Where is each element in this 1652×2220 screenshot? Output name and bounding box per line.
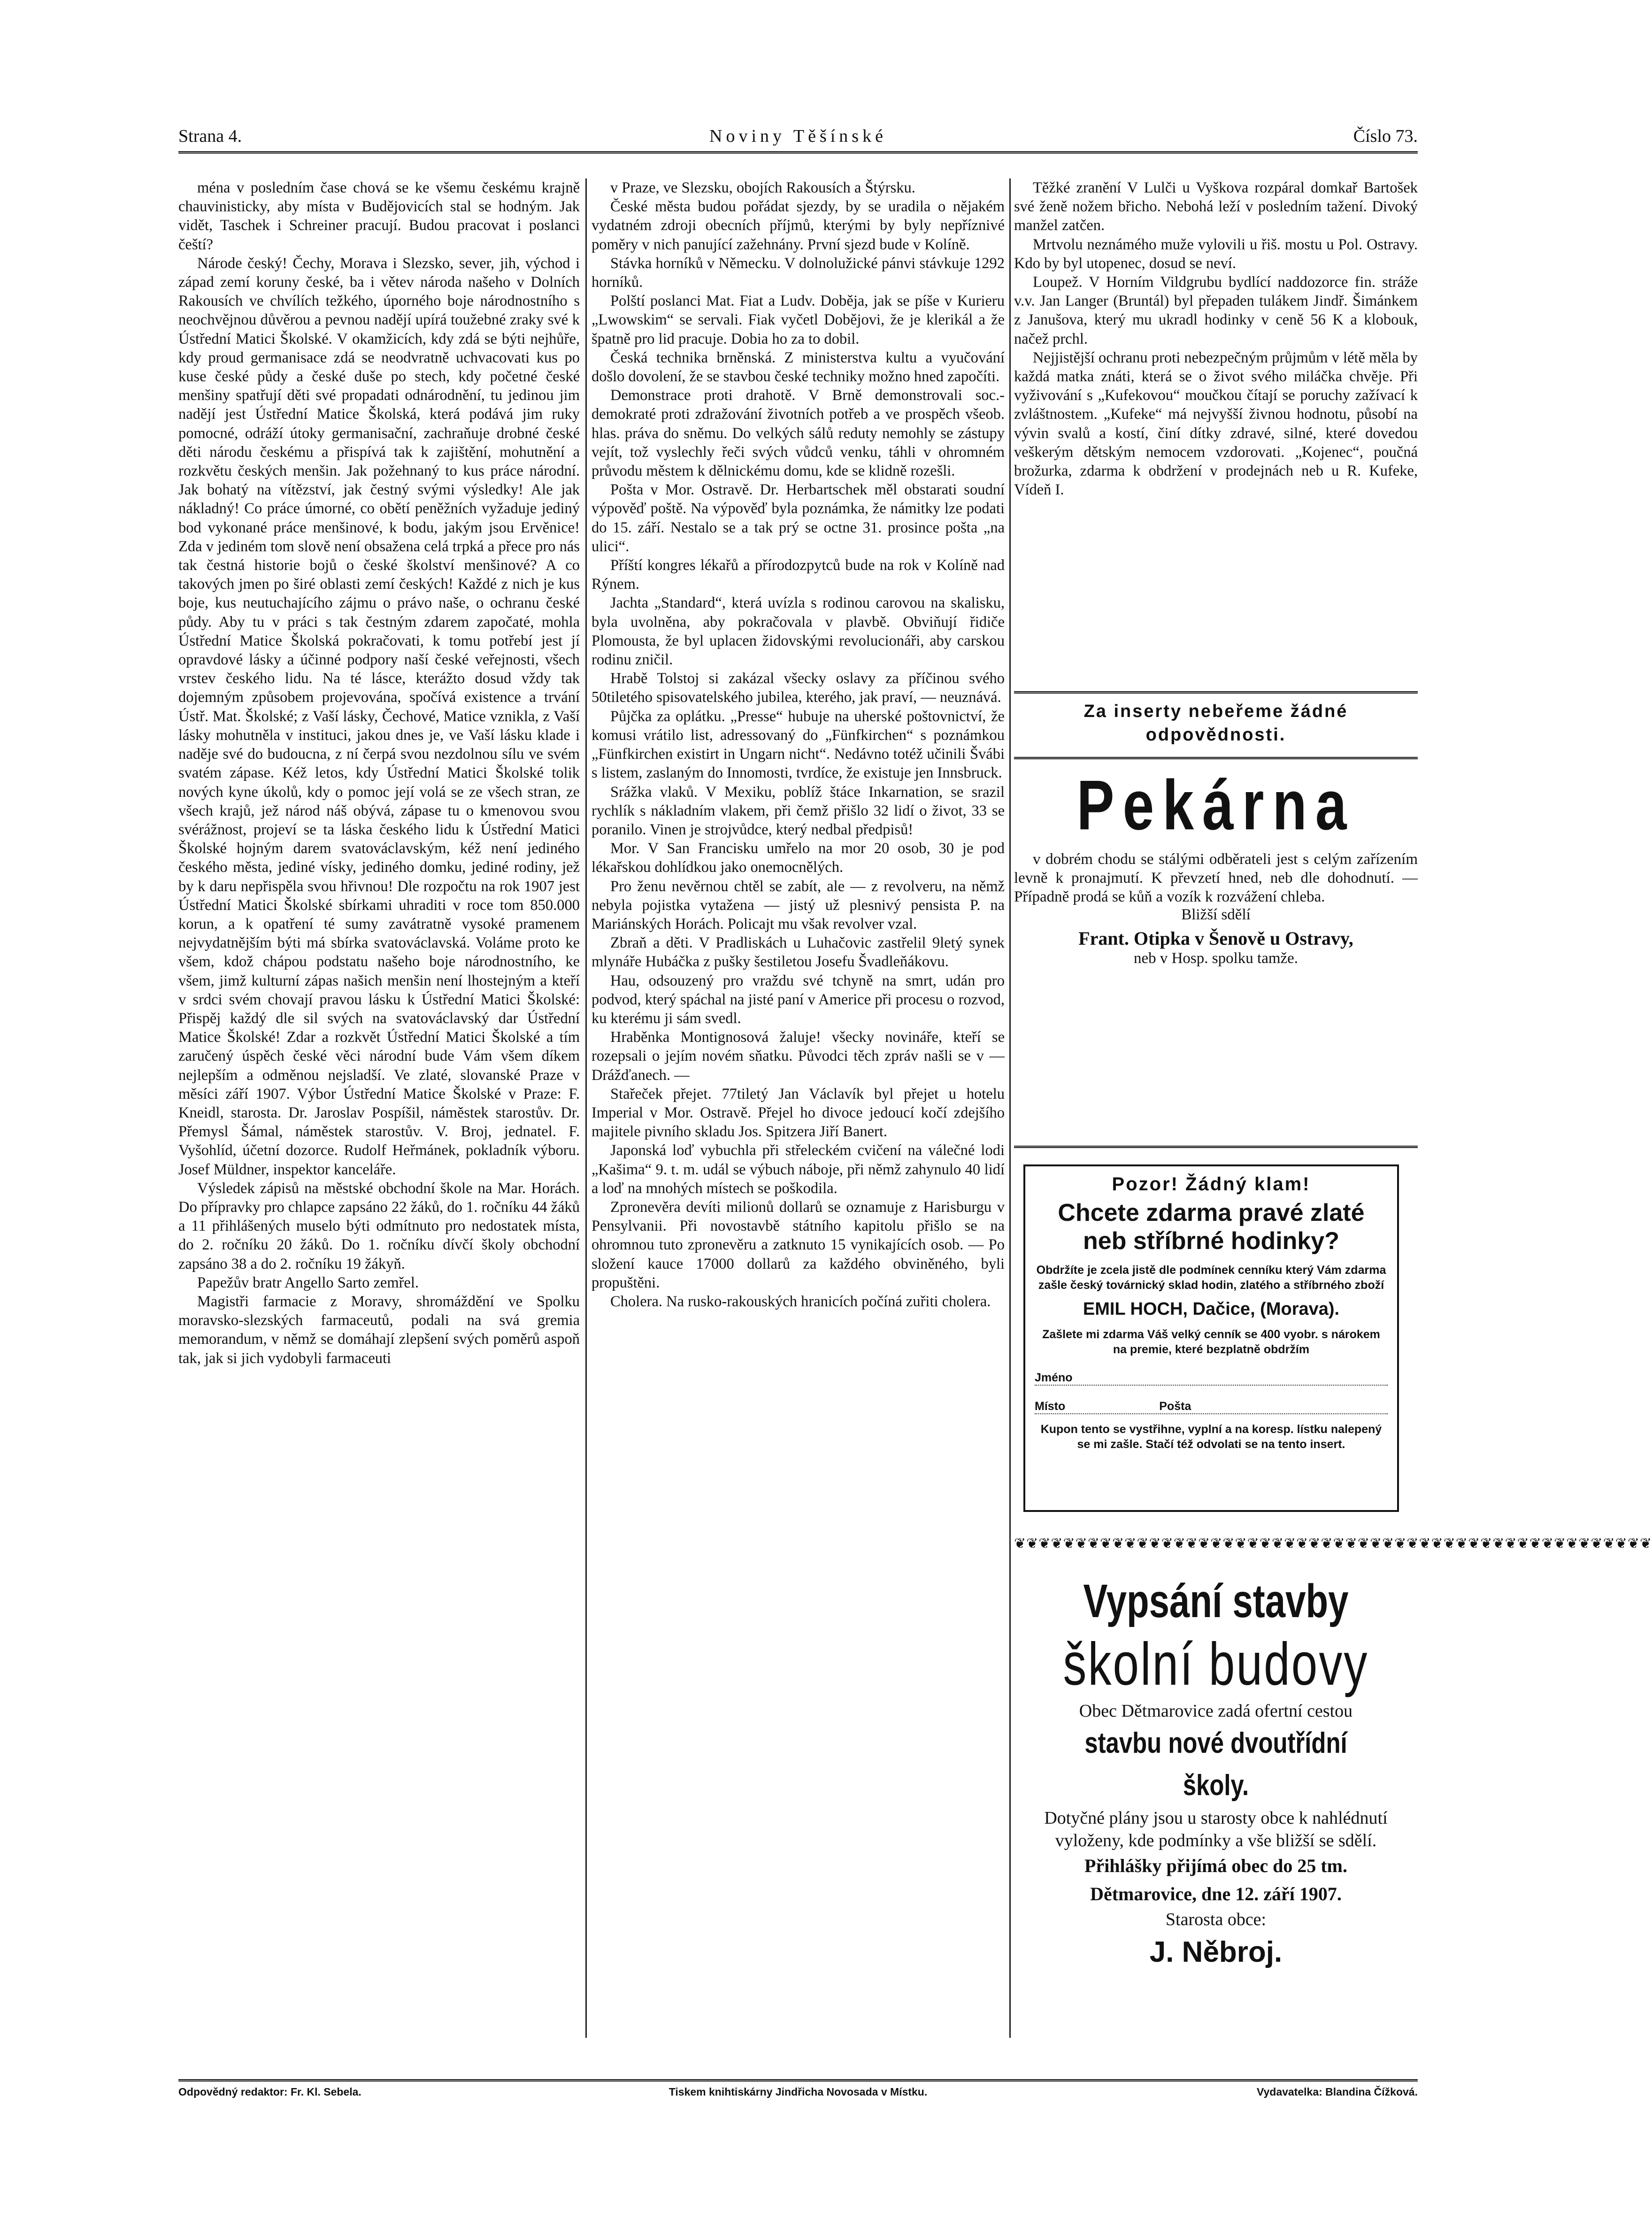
column-3 [1014, 178, 1418, 695]
article: Výsledek zápisů na městské obchodní škole na Mar. Horách. Do přípravky pro chlapce zapsáno 22 žáků, do 1. ročníku 44 žáků a 11 přihlášených muselo býti odmítnuto pro nedostatek místa, do 2. ročníku 20 žáků. Do 1. ročníku dívčí školy obchodní zapsáno 38 a do 2. ročníku 19 žákyň. [178, 1179, 580, 1272]
article: České města budou pořádat sjezdy, by se uradila o nějakém vydatném zdroji obecních příjmů, kterými by byly nepříznivé poměry v nich panující zažehnány. První sjezd bude v Kolíně. [592, 198, 1005, 253]
article: Demonstrace proti drahotě. V Brně demonstrovali soc.-demokraté proti zdražování životních potřeb a ve prospěch všeob. hlas. práva do sněmu. Do velkých sálů reduty nemohly se zástupy vejít, tož vyslechly řeči svých vůdců venku, táhli v ohromném průvodu městem k dělnickému domu, kde se klidně rozešli. [592, 387, 1005, 480]
school-ad-date: Dětmarovice, dne 12. září 1907. [1090, 1883, 1342, 1904]
column-1 [178, 178, 580, 2038]
publisher-credit: Vydavatelka: Blandina Čížková. [1256, 2086, 1418, 2098]
article: Česká technika brněnská. Z ministerstva kultu a vyučování došlo dovolení, že se stavbou české techniky možno hned započíti. [592, 349, 1005, 385]
school-ad-subtitle: školní budovy [1063, 1631, 1369, 1698]
section-rule [1014, 691, 1418, 694]
article: Nejjistější ochranu proti nebezpečným průjmům v létě měla by každá matka znáti, která se o život svého miláčka chvěje. Při vyživování s „Kufekovou“ moučkou čítají se poruchy zažívací k zvláštnostem. „Kufeke“ má nejvyšší živnou hodnotu, působí na vývin svalů a kostí, činí dítky zdravé, silné, které dovedou veškerým dětským nemocem vzdorovati. „Kojenec“, poučná brožurka, zdarma k obdržení v prodejnách neb u R. Kufeke, Vídeň I. [1014, 349, 1418, 499]
article: Hrabě Tolstoj si zakázal všecky oslavy za příčinou svého 50tiletého spisovatelského jubilea, kterého, jak praví, — neuznává. [592, 670, 1005, 706]
article: v Praze, ve Slezsku, obojích Rakousích a Štýrsku. [610, 179, 915, 196]
coupon-name-field: Jméno [1035, 1371, 1388, 1386]
column-divider [1009, 178, 1011, 2038]
article: Srážka vlaků. V Mexiku, poblíž štáce Inkarnation, se srazil rychlík s nákladním vlakem, při čemž přišlo 32 lidí o život, 33 se poranilo. Vinen je strojvůdce, který nedbal předpisů! [592, 783, 1005, 838]
article: Národe český! Čechy, Morava i Slezsko, sever, jih, východ i západ zemí koruny české, ba i větev národa našeho v Dolních Rakousích ve chvílích težkého, úporného boje národnostního s neochvějnou důvěrou a pevnou nadějí upírá toužebné zraky své k Ústřední Matici Školské. V okamžicích, kdy zdá se býti nejhůře, kdy proud germanisace zdá se neodvratně uchvacovati kus po kuse české půdy a české duše po stech, kdy početné české menšiny spatřují děti své propadati odnárodnění, tu jedinou jim nadějí jest Ústřední Matice Školská, která podává jim ruky pomocné, odráží útoky germanisační, zachraňuje drobné české děti národu českému a přispívá tak k zajištění, mohutnění a rozkvětu českých menšin. Jak požehnaný to kus práce národní. Jak bohatý na vítězství, jak čestný svými výsledky! Ale jak nákladný! Co práce úmorné, co obětí peněžních vyžaduje jediný bod vykonané práce menšinové, k bodu, jakým jsou Ervěnice! Zda v jediném tom slově není obsažena celá trpká a přece pro nás tak čestná historie bojů o české školství menšinové? A co takových jmen po širé oblasti zemí českých! Každé z nich je kus boje, kus neutuchajícího zájmu o právo naše, o ochranu české půdy. Aby tu v práci s tak čestným zdarem započaté, mohla Ústřední Matice Školská pokračovati, k tomu potřebí jest jí opravdové lásky a účinné podpory naší české veřejnosti, všech vrstev českého lidu. Na té lásce, kterážto dosud vždy tak dojemným způsobem projevována, spočívá existence a trvání Ústř. Mat. Školské; z Vaší lásky, Čechové, Matice vznikla, z Vaší lásky mohutněla v instituci, jakou dnes je, ve Vaší lásku klade i naděje své do budoucna, z ní čerpá svou nezdolnou sílu ve svém svatém zápase. Kéž letos, kdy Ústřední Matici Školské tolik nových kyne úkolů, kdy o pomoc její volá se ze všech stran, ze všech krajů, jež národ náš obývá, zápase tu o kmenovou svou svérážnost, projeví se ta láska českého lidu k Ústřední Matici Školské hojným darem svatováclavským, kéž není jediného českého města, jediné vísky, jediného domku, jediné rodiny, jež by k daru nepřispěla svou hřivnou! Dle rozpočtu na rok 1907 jest Ústřední Matici Školské sbírkami uhraditi v roce tom 850.000 korun, a k opatření té sumy zavátratně vysoké pramenem nejvydatnějším býti má sbírka svatováclavská. Voláme proto ke všem, kdož chápou podstatu našeho boje národnostního, ke všem, jimž kulturní zápas našich menšin není lhostejným a kteří v srdci svém chovají pravou lásku k Ústřední Matici Školské: Přispěj každý dle sil svých na svatováclavský dar Ústřední Matice Školské! Zdar a rozkvět Ústřední Matici Školské a tím zaručený úspěch české věci národní bude Vám všem díkem nejlepším a odměnou nejsladší. Ve zlaté, slovanské Praze v měsíci září 1907. Výbor Ústřední Matice Školské v Praze: F. Kneidl, starosta. Dr. Jaroslav Pospíšil, náměstek starostův. Dr. Přemysl Šámal, náměstek starostův. V. Broj, jednatel. F. Vyšohlíd, účetní dozorce. Rudolf Heřmánek, pokladník výboru. Josef Müldner, inspektor kanceláře. [178, 254, 580, 1178]
editor-credit: Odpovědný redaktor: Fr. Kl. Sebela. [178, 2086, 361, 2098]
watch-coupon-ad [1023, 1164, 1399, 1512]
school-ad-highlight: stavbu nové dvoutřídní školy. [1084, 1727, 1347, 1802]
bakery-title: Pekárna [1076, 766, 1355, 845]
article: Japonská loď vybuchla při střeleckém cvičení na válečné lodi „Kašima“ 9. t. m. udál se výbuch náboje, při němž zahynulo 40 lidí a loď na mnohých místech se poškodila. [592, 1142, 1005, 1197]
school-ad-deadline: Přihlášky přijímá obec do 25 tm. [1084, 1855, 1347, 1876]
bakery-contact-2: neb v Hosp. spolku tamže. [1133, 950, 1299, 967]
watch-ad-headline: Pozor! Žádný klam! [1112, 1174, 1311, 1195]
article: Mrtvolu neznámého muže vylovili u řiš. mostu u Pol. Ostravy. Kdo by byl utopenec, dosud se neví. [1014, 236, 1418, 272]
column-divider [585, 178, 587, 2038]
article: Cholera. Na rusko-rakouských hranicích počíná zuřiti cholera. [610, 1293, 991, 1310]
bakery-text: v dobrém chodu se stálými odběrateli jest s celým zařízením levně k pronajmutí. K převzetí hned, neb dle dohodnutí. — Případně prodá se kůň a vozík k rozvážení chleba. [1014, 851, 1418, 905]
article: Těžké zranění V Lulči u Vyškova rozpáral domkař Bartošek své ženě nožem břicho. Nebohá leží v posledním tažení. Divoký manžel zatčen. [1014, 179, 1418, 234]
article: Jachta „Standard“, která uvízla s rodinou carovou na skalisku, byla uvolněna, aby pokračovala v plavbě. Obviňují řidiče Plomousta, že byl uplacen židovskými revolucionáři, aby carskou rodinu zničil. [592, 594, 1005, 669]
column-2 [592, 178, 1005, 2038]
article: Hau, odsouzený pro vraždu své tchyně na smrt, udán pro podvod, který spáchal na jisté paní v Americe při procesu o rozvod, ku kterému ji sám svedl. [592, 972, 1005, 1027]
watch-ad-sender: EMIL HOCH, Dačice, (Morava). [1083, 1299, 1340, 1319]
bakery-contact: Frant. Otipka v Šenově u Ostravy, [1078, 928, 1353, 949]
coupon-place-label: Místo [1035, 1400, 1066, 1413]
page-number: Strana 4. [178, 126, 242, 146]
section-rule [1014, 1146, 1418, 1148]
article: Půjčka za oplátku. „Presse“ hubuje na uherské poštovnictví, že komusi vrátilo list, adressovaný do „Fünfkirchen“ s poznámkou „Fünfkirchen existirt in Ungarn nicht“. Nedávno totéž učinili Švábi s listem, zaslaným do Innomosti, tvrdíce, že existuje jen Innsbruck. [592, 708, 1005, 782]
page-header [178, 122, 1418, 150]
article: Stávka horníků v Německu. V dolnolužické pánvi stávkuje 1292 horníků. [592, 254, 1005, 291]
header-rule [178, 151, 1418, 154]
footer-rule [178, 2079, 1418, 2081]
article: ména v posledním čase chová se ke všemu českému krajně chauvinisticky, aby místa v Budějovicích stal se hodným. Jak vidět, Taschek i Schreiner pracují. Budou pracovat i poslanci čeští? [178, 179, 580, 253]
article: Polští poslanci Mat. Fiat a Ludv. Doběja, jak se píše v Kurieru „Lwowskim“ se servali. Fiak vyčetl Dobějovi, že je klerikál a že špatně pro lid pracuje. Dobia ho za to dobil. [592, 293, 1005, 347]
newspaper-title: Noviny Těšínské [709, 126, 887, 146]
school-ad-signature: J. Něbroj. [1149, 1936, 1283, 1968]
coupon-footer: Kupon tento se vystřihne, vyplní a na koresp. lístku nalepený se mi zašle. Stačí též odvolati se na tento insert. [1040, 1423, 1382, 1451]
watch-ad-text: Obdržíte je zcela jistě dle podmínek cenníku který Vám zdarma zašle český továrnický sklad hodin, zlatého a stříbrného zboží [1036, 1264, 1386, 1292]
article: Pro ženu nevěrnou chtěl se zabít, ale — z revolveru, na němž nebyla pojistka vytažena — jistý už plesnivý pensista P. na Mariánských Horách. Policajt mu však revolver vzal. [592, 878, 1005, 933]
article: Papežův bratr Angello Sarto zemřel. [197, 1274, 419, 1291]
article: Příští kongres lékařů a přírodozpytců bude na rok v Kolíně nad Rýnem. [592, 557, 1005, 593]
article: Zpronevěra devíti milionů dollarů se oznamuje z Harisburgu v Pensylvanii. Při novostavbě státního kapitolu přišlo se na ohromnou tuto zpronevěru a zatknuto 15 vynikajících osob. — Po složení kauce 17000 dollarů za každého obviněného, byli propuštěni. [592, 1198, 1005, 1291]
article: Mor. V San Francisku umřelo na mor 20 osob, 30 je pod lékařskou dohlídkou jako onemocnělých. [592, 840, 1005, 876]
article: Loupež. V Horním Vildgrubu bydlící naddozorce fin. stráže v.v. Jan Langer (Bruntál) byl přepaden tulákem Jindř. Šimánkem z Janušova, který mu ukradl hodinky v ceně 56 K a klobouk, načež prchl. [1014, 274, 1418, 347]
bakery-ad [1014, 766, 1418, 967]
issue-number: Číslo 73. [1353, 126, 1418, 146]
printer-credit: Tiskem knihtiskárny Jindřicha Novosada v Místku. [668, 2086, 928, 2098]
newspaper-page [178, 122, 1652, 2113]
article: Pošta v Mor. Ostravě. Dr. Herbartschek měl obstarati soudní výpověď poště. Na výpověď byla poznámka, že námitky lze podati do 15. září. Nestalo se a tak prý se octne 31. prosince pošta „na ulici“. [592, 481, 1005, 555]
article: Magistři farmacie z Moravy, shromáždění ve Spolku moravsko-slezských farmaceutů, podali na svá gremia memorandum, v němž se domáhají zlepšení svých poměrů aspoň tak, jak si jich vydobyli farmaceuti [178, 1293, 580, 1367]
ornament-border: ❦❦❦❦❦❦❦❦❦❦❦❦❦❦❦❦❦❦❦❦❦❦❦❦❦❦❦❦❦❦❦❦❦❦❦❦❦❦❦❦❦❦❦❦❦❦❦❦❦❦❦❦ [1014, 1536, 1652, 1551]
school-tender-ad [1014, 1573, 1418, 1969]
coupon-text: Zašlete mi zdarma Váš velký cenník se 400 vyobr. s nárokem na premie, které bezplatně obdržím [1042, 1328, 1380, 1356]
article: Zbraň a děti. V Pradliskách u Luhačovic zastřelil 9letý synek mlynáře Hubáčka z pušky šestiletou Josefu Švadleňákovu. [592, 934, 1005, 971]
coupon-post-label: Pošta [1159, 1400, 1191, 1413]
watch-ad-offer: Chcete zdarma pravé zlaté neb stříbrné hodinky? [1058, 1199, 1365, 1255]
school-ad-intro: Obec Dětmarovice zadá ofertní cestou [1079, 1701, 1353, 1721]
article: Stařeček přejet. 77tiletý Jan Václavík byl přejet u hotelu Imperial v Mor. Ostravě. Přejel ho divoce jedoucí kočí zdejšího majitele pivního skladu Jos. Spitzera Jiří Banert. [592, 1085, 1005, 1141]
insert-notice: Za inserty nebeřeme žádné odpovědnosti. [1083, 701, 1348, 745]
school-ad-details: Dotyčné plány jsou u starosty obce k nahlédnutí vyloženy, kde podmínky a vše bližší se sdělí. [1044, 1808, 1388, 1850]
section-rule [1014, 757, 1418, 759]
coupon-place-field [1035, 1400, 1388, 1414]
school-ad-signature-label: Starosta obce: [1165, 1910, 1267, 1929]
bakery-more: Bližší sdělí [1181, 906, 1251, 923]
school-ad-title: Vypsání stavby [1083, 1575, 1349, 1627]
article: Hraběnka Montignosová žaluje! všecky novináře, kteří se rozepsali o jejím novém sňatku. Původci těch zpráv našli se v — Drážďanech. — [592, 1029, 1005, 1084]
